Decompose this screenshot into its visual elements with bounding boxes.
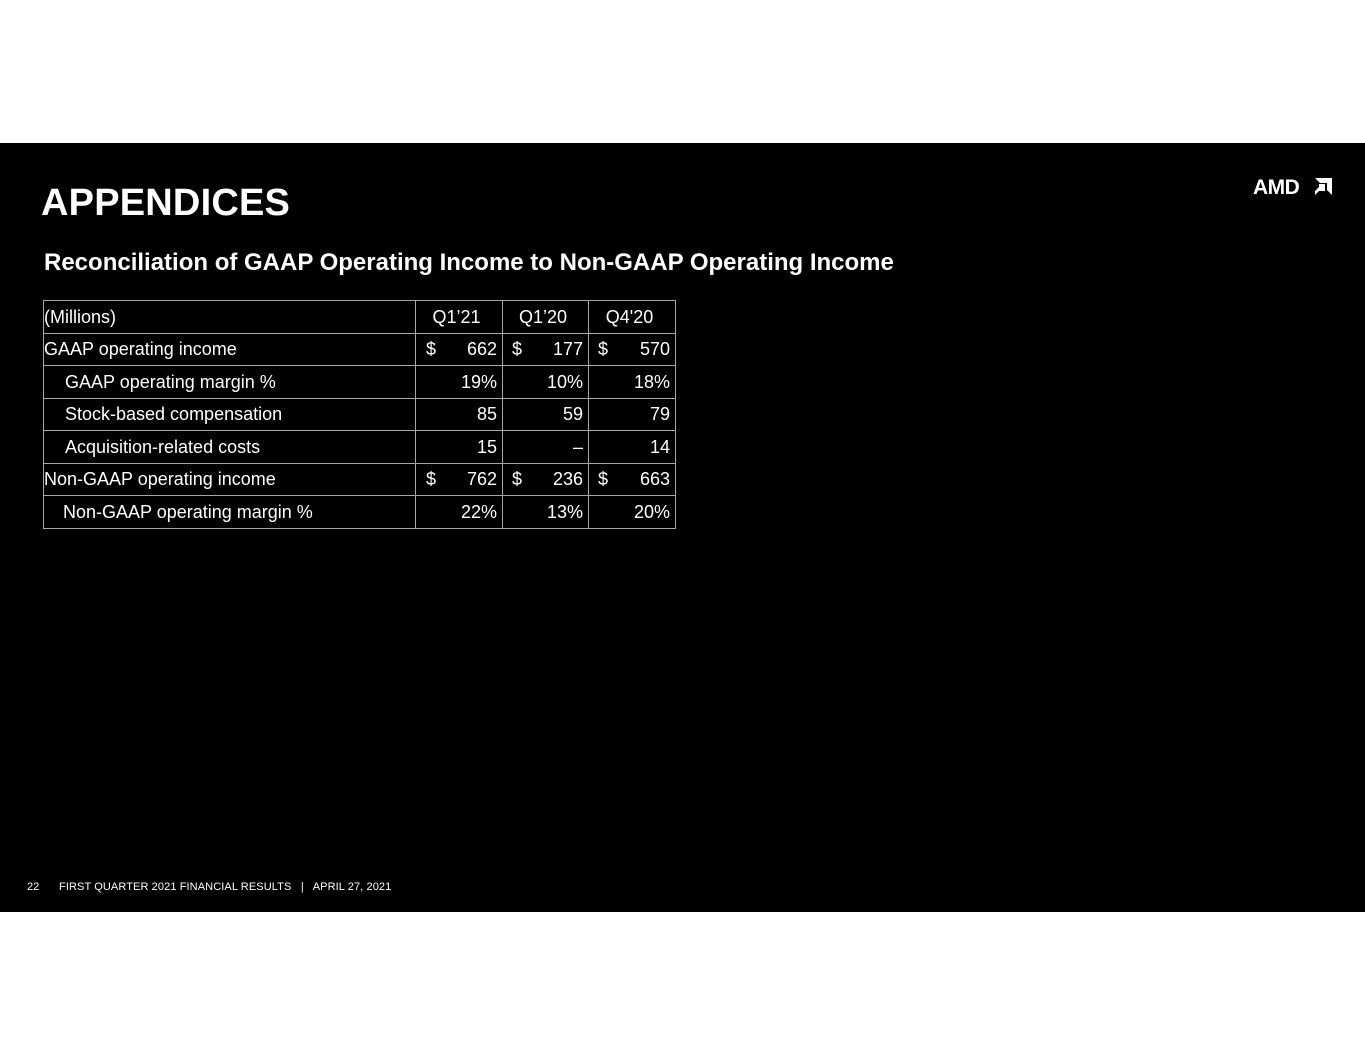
- slide-title: APPENDICES: [41, 182, 291, 224]
- header-col-q1-20: Q1’20: [503, 301, 589, 334]
- cell-q1-20: [503, 463, 589, 496]
- cell-value: 762: [466, 469, 497, 490]
- cell-q1-20: [503, 333, 589, 366]
- row-label: GAAP operating income: [44, 333, 416, 366]
- cell-value: 177: [552, 339, 583, 360]
- row-label: Non-GAAP operating income: [44, 463, 416, 496]
- cell-q4-20: 18%: [589, 366, 676, 399]
- cell-value: 663: [639, 469, 670, 490]
- page-number: 22: [27, 881, 40, 893]
- cell-q4-20: [589, 333, 676, 366]
- cell-q1-20: 59: [503, 398, 589, 431]
- cell-q1-21: 19%: [416, 366, 503, 399]
- amd-logo-text: AMD: [1253, 176, 1300, 197]
- cell-q1-21: 22%: [416, 496, 503, 529]
- cell-q1-21: 85: [416, 398, 503, 431]
- currency-symbol: $: [426, 469, 437, 490]
- amd-logo: [1253, 175, 1333, 197]
- row-label: Stock-based compensation: [44, 398, 416, 431]
- cell-q4-20: 20%: [589, 496, 676, 529]
- cell-value: 570: [639, 339, 670, 360]
- table-row: [44, 431, 676, 464]
- currency-symbol: $: [426, 339, 437, 360]
- table-row: [44, 366, 676, 399]
- cell-q4-20: 79: [589, 398, 676, 431]
- currency-symbol: $: [512, 339, 523, 360]
- header-col-q4-20: Q4'20: [589, 301, 676, 334]
- row-label: GAAP operating margin %: [44, 366, 416, 399]
- cell-q1-21: 15: [416, 431, 503, 464]
- header-col-q1-21: Q1’21: [416, 301, 503, 334]
- cell-q1-21: [416, 333, 503, 366]
- table-row: [44, 398, 676, 431]
- slide-subtitle: Reconciliation of GAAP Operating Income to Non-GAAP Operating Income: [44, 249, 894, 276]
- reconciliation-table: [43, 300, 676, 529]
- cell-value: 236: [552, 469, 583, 490]
- slide: [0, 143, 1365, 912]
- table-row: [44, 333, 676, 366]
- cell-q1-20: –: [503, 431, 589, 464]
- cell-q1-20: 13%: [503, 496, 589, 529]
- header-label: (Millions): [44, 301, 416, 334]
- currency-symbol: $: [598, 339, 609, 360]
- cell-q4-20: [589, 463, 676, 496]
- amd-arrow-icon: [1315, 178, 1332, 195]
- cell-q4-20: 14: [589, 431, 676, 464]
- cell-value: 662: [466, 339, 497, 360]
- footer-text: FIRST QUARTER 2021 FINANCIAL RESULTS | APRIL 27, 2021: [59, 881, 392, 893]
- cell-q1-20: 10%: [503, 366, 589, 399]
- row-label: Non-GAAP operating margin %: [44, 496, 416, 529]
- currency-symbol: $: [598, 469, 609, 490]
- slide-footer: [0, 881, 1365, 897]
- currency-symbol: $: [512, 469, 523, 490]
- table-row: [44, 496, 676, 529]
- table-row: [44, 463, 676, 496]
- cell-q1-21: [416, 463, 503, 496]
- row-label: Acquisition-related costs: [44, 431, 416, 464]
- table-header-row: [44, 301, 676, 334]
